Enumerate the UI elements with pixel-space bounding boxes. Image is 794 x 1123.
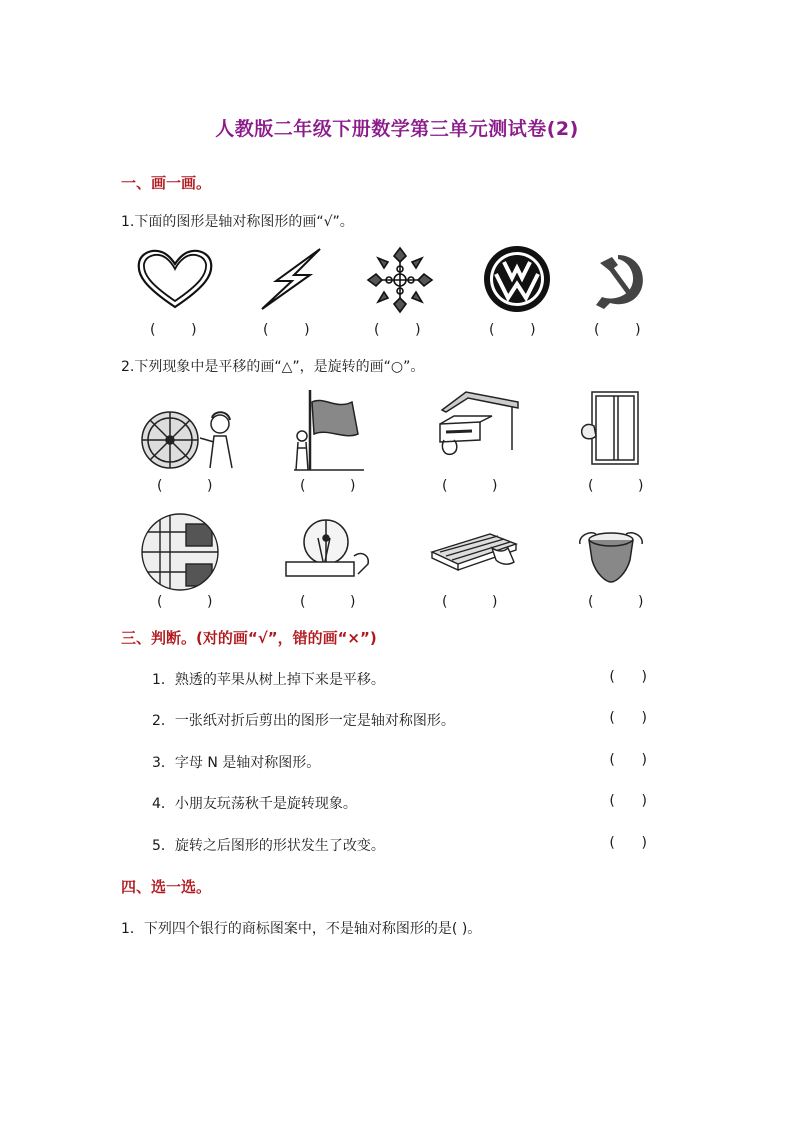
answer-paren[interactable]: ( ) xyxy=(263,322,310,338)
section-1-heading: 一、画一画。 xyxy=(121,174,212,192)
pinwheel-girl-icon xyxy=(140,408,240,470)
volkswagen-logo-icon xyxy=(482,244,552,314)
answer-paren[interactable]: ( ) xyxy=(588,594,644,610)
answer-paren[interactable]: ( ) xyxy=(374,322,421,338)
judge-item-text: 2．一张纸对折后剪出的图形一定是轴对称图形。 xyxy=(152,713,455,729)
judge-item xyxy=(152,793,647,813)
judge-item xyxy=(152,835,647,855)
answer-paren[interactable]: ( ) xyxy=(300,594,356,610)
answer-paren[interactable]: ( ) xyxy=(442,594,498,610)
answer-paren[interactable]: ( ) xyxy=(157,594,213,610)
answer-paren[interactable]: ( ) xyxy=(489,322,536,338)
judge-answer-paren[interactable]: ( ) xyxy=(609,710,647,726)
section-3-heading: 三、判断。(对的画“√”，错的画“×”) xyxy=(121,629,377,647)
heart-icon xyxy=(135,247,215,311)
question-1-2: 2.下列现象中是平移的画“△”，是旋转的画“○”。 xyxy=(121,359,425,375)
judge-item-text: 4．小朋友玩荡秋千是旋转现象。 xyxy=(152,796,357,812)
elevator-icon xyxy=(140,512,220,592)
sliding-window-icon xyxy=(578,390,642,468)
judge-item xyxy=(152,669,647,689)
answer-paren[interactable]: ( ) xyxy=(442,478,498,494)
judge-item xyxy=(152,752,647,772)
judge-item-text: 5．旋转之后图形的形状发生了改变。 xyxy=(152,838,385,854)
spinning-top-icon xyxy=(576,524,646,586)
lightning-icon xyxy=(258,247,324,313)
globe-icon xyxy=(282,516,374,582)
answer-paren[interactable]: ( ) xyxy=(150,322,197,338)
drawer-icon xyxy=(432,390,520,464)
section-4-heading: 四、选一选。 xyxy=(121,878,212,896)
page-title: 人教版二年级下册数学第三单元测试卷(2) xyxy=(215,118,579,140)
judge-answer-paren[interactable]: ( ) xyxy=(609,793,647,809)
judge-answer-paren[interactable]: ( ) xyxy=(609,752,647,768)
judge-answer-paren[interactable]: ( ) xyxy=(609,835,647,851)
answer-paren[interactable]: ( ) xyxy=(157,478,213,494)
flag-raising-icon xyxy=(292,388,368,472)
judge-item-text: 1．熟透的苹果从树上掉下来是平移。 xyxy=(152,672,385,688)
judge-item-text: 3．字母 N 是轴对称图形。 xyxy=(152,755,321,771)
judge-answer-paren[interactable]: ( ) xyxy=(609,669,647,685)
question-4-1: 1．下列四个银行的商标图案中，不是轴对称图形的是( )。 xyxy=(121,921,482,937)
answer-paren[interactable]: ( ) xyxy=(594,322,641,338)
snowflake-icon xyxy=(364,244,436,316)
judge-item xyxy=(152,710,647,730)
question-1-1: 1.下面的图形是轴对称图形的画“√”。 xyxy=(121,214,354,230)
answer-paren[interactable]: ( ) xyxy=(300,478,356,494)
hammer-sickle-icon xyxy=(588,249,650,311)
answer-paren[interactable]: ( ) xyxy=(588,478,644,494)
abacus-icon xyxy=(428,526,520,576)
